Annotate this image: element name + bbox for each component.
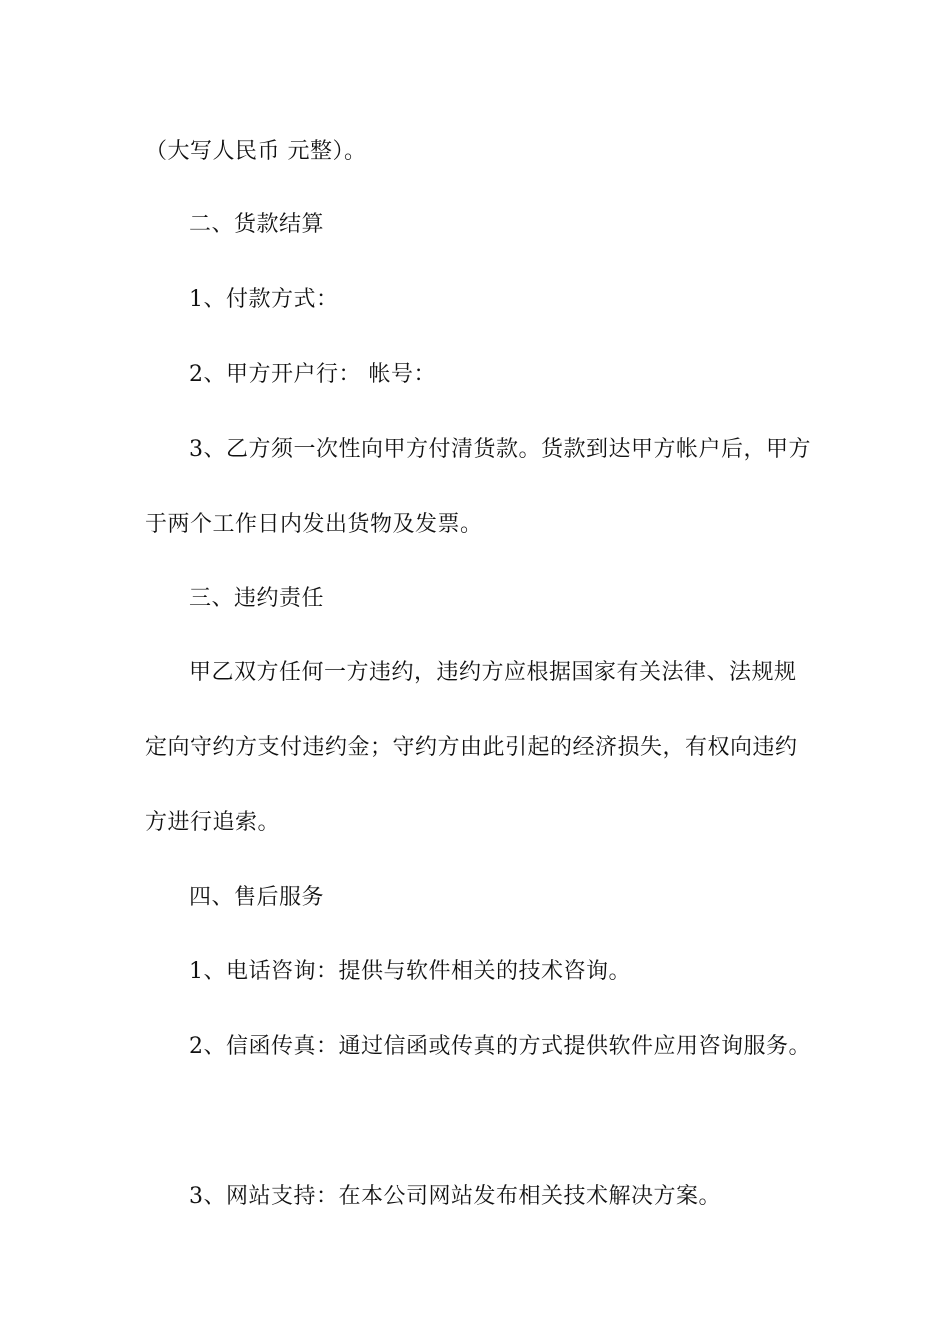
- amount-in-words-line: （大写人民币 元整）。: [145, 139, 367, 164]
- breach-paragraph-line-1: 甲乙双方任何一方违约，违约方应根据国家有关法律、法规规: [189, 660, 797, 685]
- service-letter-fax: 2、信函传真：通过信函或传真的方式提供软件应用咨询服务。: [189, 1034, 811, 1059]
- clause-payment-method: 1、付款方式：: [189, 287, 339, 312]
- section-heading-breach-liability: 三、违约责任: [189, 586, 325, 611]
- service-website-support: 3、网站支持：在本公司网站发布相关技术解决方案。: [189, 1184, 721, 1209]
- clause-full-payment-line-1: 3、乙方须一次性向甲方付清货款。货款到达甲方帐户后，甲方: [189, 437, 811, 462]
- breach-paragraph-line-3: 方进行追索。: [145, 810, 281, 835]
- section-heading-after-sales-service: 四、售后服务: [189, 885, 325, 910]
- clause-full-payment-line-2: 于两个工作日内发出货物及发票。: [145, 512, 483, 537]
- breach-paragraph-line-2: 定向守约方支付违约金；守约方由此引起的经济损失，有权向违约: [145, 735, 798, 760]
- clause-bank-account: 2、甲方开户行： 帐号：: [189, 362, 436, 387]
- section-heading-payment-settlement: 二、货款结算: [189, 212, 325, 237]
- service-phone-consultation: 1、电话咨询：提供与软件相关的技术咨询。: [189, 959, 631, 984]
